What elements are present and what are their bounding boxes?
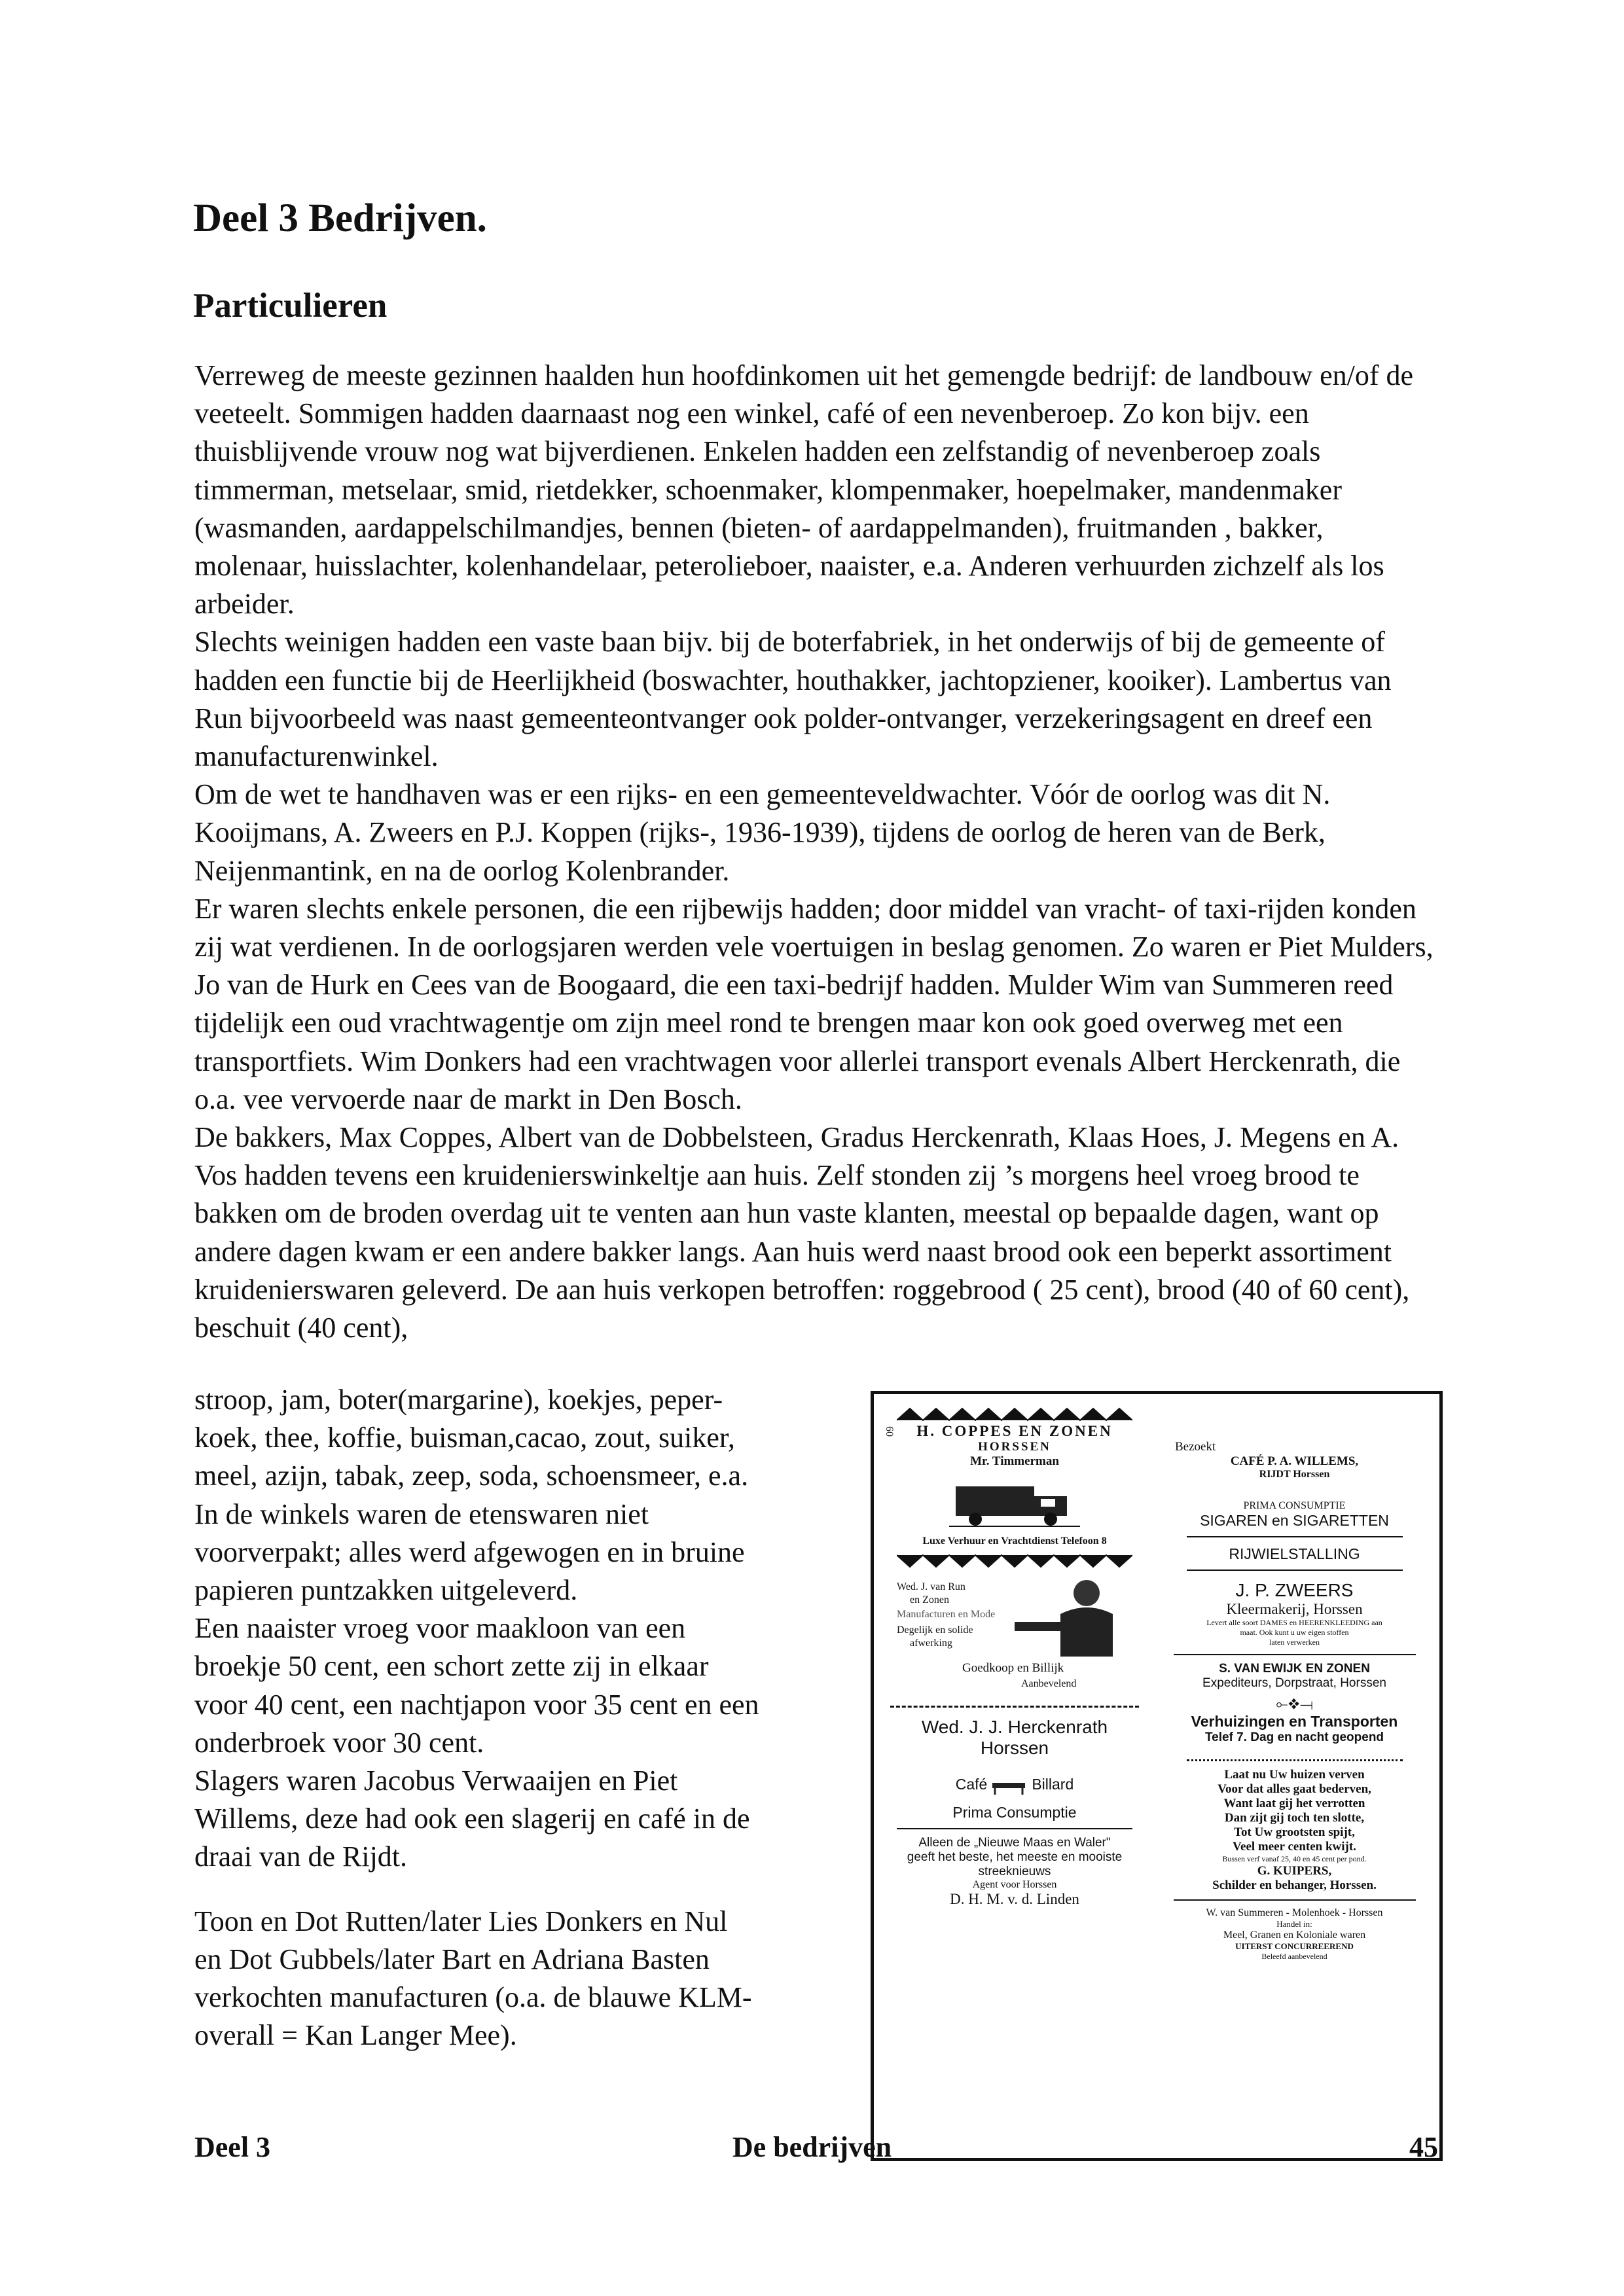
- ad-vanrun-recommend: Aanbevelend: [1021, 1678, 1077, 1689]
- ad-vanewijk-phone: Telef 7. Dag en nacht geopend: [1204, 1731, 1384, 1744]
- zigzag-border: [897, 1552, 1132, 1570]
- ad-vanrun-slogan: Goedkoop en Billijk: [962, 1661, 1064, 1675]
- page-number: 45: [1409, 2131, 1438, 2163]
- ad-ornament-icon: ⟜❖⟞: [1276, 1696, 1313, 1712]
- text-line: Willems, deze had ook een slagerij en café in de: [194, 1803, 750, 1835]
- ad-zweers-trade: Kleermakerij, Horssen: [1226, 1601, 1363, 1617]
- ad-vanewijk-name: S. VAN EWIJK EN ZONEN: [1219, 1662, 1370, 1676]
- ad-vanewijk-address: Expediteurs, Dorpstraat, Horssen: [1202, 1676, 1386, 1690]
- text-line: overall = Kan Langer Mee).: [194, 2019, 517, 2052]
- ad-coppes-footer: Luxe Verhuur en Vrachtdienst Telefoon 8: [922, 1535, 1107, 1547]
- text-line: draai van de Rijdt.: [194, 1840, 408, 1873]
- text-line: onderbroek voor 30 cent.: [194, 1726, 484, 1759]
- ad-linden-line2: geeft het beste, het meeste en mooiste: [907, 1850, 1123, 1865]
- ad-herckenrath-place: Horssen: [980, 1738, 1049, 1758]
- ad-kuipers-rhyme: Veel meer centen kwijt.: [1233, 1840, 1356, 1854]
- paragraph: Er waren slechts enkele personen, die een rijbewijs hadden; door middel van vracht- of taxi-rijden konden zij wat verdienen. In de oorlogsjaren werden vele voertuigen in beslag genomen. Zo waren er Piet Mulders, Jo van de Hurk en Cees van de Boogaard, die een taxi-bedrijf hadden. Mulder Wim van Summeren reed tijdelijk een oud vrachtwagentje om zijn meel rond te brengen maar kon ook goed overweg met een transportfiets. Wim Donkers had een vrachtwagen voor allerlei transport evenals Albert Herckenrath, die o.a. vee vervoerde naar de markt in Den Bosch.: [194, 892, 1434, 1115]
- ad-linden-line1: Alleen de „Nieuwe Maas en Waler": [918, 1836, 1111, 1850]
- section-heading: Particulieren: [193, 287, 388, 325]
- paragraph: Verreweg de meeste gezinnen haalden hun hoofdinkomen uit het gemengde bedrijf: de landbouw en/of de veeteelt. Sommigen hadden daarnaast nog een winkel, café of een nevenberoep. Zo kon bijv. een thuisblijvende vrouw nog wat bijverdienen. Enkelen hadden een zelfstandig of nevenberoep zoals timmerman, metselaar, smid, rietdekker, schoenmaker, klompenmaker, hoepelmaker, mandenmaker (wasmanden, aardappelschilmandjes, bennen (bieten- of aardappelmanden), fruitmanden , bakker, molenaar, huisslachter, kolenhandelaar, peterolieboer, naaister, e.a. Anderen verhuurden zichzelf als los arbeider.: [194, 359, 1414, 620]
- ad-kuipers-prices: Bussen verf vanaf 25, 40 en 45 cent per pond.: [1222, 1854, 1367, 1863]
- paragraph: De bakkers, Max Coppes, Albert van de Dobbelsteen, Gradus Herckenrath, Klaas Hoes, J. Megens en A. Vos hadden tevens een kruidenierswinkeltje aan huis. Zelf stonden zij ’s morgens heel vroeg brood te bakken om de broden overdag uit te venten aan hun vaste klanten, meestal op bepaalde dagen, want op andere dagen kwam er een andere bakker langs. Aan huis werd naast brood ook een beperkt assortiment kruidenierswaren geleverd. De aan huis verkopen betroffen: roggebrood ( 25 cent), brood (40 of 60 cent), beschuit (40 cent),: [194, 1121, 1410, 1344]
- ad-summeren-competitive: UITERST CONCURREEREND: [1235, 1941, 1354, 1951]
- zigzag-border: [897, 1406, 1132, 1423]
- ad-kuipers-rhyme: Laat nu Uw huizen verven: [1224, 1768, 1365, 1782]
- ad-cafe-label: Café: [955, 1776, 988, 1793]
- text-line: voor 40 cent, een nachtjapon voor 35 cent en een: [194, 1688, 759, 1721]
- billiard-table-icon: [990, 1779, 1029, 1795]
- divider: [1187, 1536, 1403, 1537]
- ad-zweers-line1: Levert alle soort DAMES en HEERENKLEEDING aan: [1206, 1618, 1382, 1627]
- ad-vanrun-sons: en Zonen: [910, 1594, 949, 1605]
- ad-herckenrath-consumption: Prima Consumptie: [952, 1804, 1077, 1821]
- ad-kuipers-name: G. KUIPERS,: [1257, 1864, 1332, 1878]
- ad-zweers-line2: maat. Ook kunt u uw eigen stoffen: [1240, 1628, 1349, 1637]
- ad-summeren-name: W. van Summeren - Molenhoek - Horssen: [1206, 1907, 1383, 1918]
- ad-zweers-line3: laten verwerken: [1269, 1638, 1320, 1647]
- ad-summeren-goods: Meel, Granen en Koloniale waren: [1223, 1929, 1366, 1941]
- ad-summeren-trade-label: Handel in:: [1276, 1919, 1312, 1929]
- ad-coppes-trade: Mr. Timmerman: [970, 1454, 1059, 1468]
- ad-kuipers-trade: Schilder en behanger, Horssen.: [1212, 1878, 1377, 1892]
- text-line: Een naaister vroeg voor maakloon van een: [194, 1612, 686, 1645]
- ad-willems-bikes: RIJWIELSTALLING: [1229, 1545, 1360, 1562]
- ad-vanewijk-service: Verhuizingen en Transporten: [1191, 1713, 1398, 1730]
- ad-kuipers-rhyme: Voor dat alles gaat bederven,: [1218, 1782, 1371, 1796]
- tailor-figure-icon: [1015, 1575, 1126, 1660]
- ad-kuipers-rhyme: Tot Uw grootsten spijt,: [1234, 1825, 1355, 1839]
- footer-left: Deel 3: [194, 2131, 271, 2163]
- ad-willems-visit: Bezoekt: [1175, 1440, 1216, 1454]
- ad-page-number: 60: [884, 1426, 895, 1437]
- ad-coppes-name: H. COPPES EN ZONEN: [916, 1423, 1113, 1439]
- divider: [1174, 1899, 1416, 1901]
- ad-right-column: [1155, 1440, 1434, 1962]
- ad-herckenrath-services: [884, 1776, 1146, 1795]
- ad-linden-agent: Agent voor Horssen: [972, 1879, 1057, 1891]
- ad-summeren-recommend: Beleefd aanbevelend: [1261, 1952, 1327, 1961]
- text-line: Toon en Dot Rutten/later Lies Donkers en Nul: [194, 1905, 728, 1937]
- paragraph: Om de wet te handhaven was er een rijks- en een gemeenteveldwachter. Vóór de oorlog was dit N. Kooijmans, A. Zweers en P.J. Koppen (rijks-, 1936-1939), tijdens de oorlog de heren van de Berk, Neijenmantink, en na de oorlog Kolenbrander.: [194, 778, 1331, 887]
- text-line: verkochten manufacturen (o.a. de blauwe KLM-: [194, 1981, 752, 2014]
- divider: [1174, 1654, 1416, 1655]
- ad-billard-label: Billard: [1032, 1776, 1074, 1793]
- text-line: en Dot Gubbels/later Bart en Adriana Basten: [194, 1943, 710, 1975]
- ad-willems-consumption: PRIMA CONSUMPTIE: [1243, 1500, 1346, 1511]
- text-line: koek, thee, koffie, buisman,cacao, zout, suiker,: [194, 1422, 735, 1454]
- ad-linden-line3: streeknieuws: [978, 1865, 1051, 1879]
- text-line: papieren puntzakken uitgeleverd.: [194, 1574, 578, 1607]
- ad-vanrun-finish: afwerking: [910, 1638, 952, 1649]
- ad-willems-place: RIJDT Horssen: [1259, 1469, 1330, 1480]
- divider: [890, 1706, 1139, 1708]
- advertisement-image: [871, 1391, 1443, 2161]
- divider: [1187, 1570, 1403, 1571]
- ad-vanrun-name: Wed. J. van Run: [897, 1581, 965, 1592]
- body-text: [194, 357, 1438, 1347]
- text-line: broekje 50 cent, een schort zette zij in elkaar: [194, 1650, 709, 1683]
- divider: [1187, 1759, 1403, 1761]
- ad-left-column: [884, 1406, 1146, 1908]
- ad-linden-name: D. H. M. v. d. Linden: [950, 1891, 1079, 1908]
- footer-center: De bedrijven: [732, 2131, 892, 2163]
- ad-herckenrath-name: Wed. J. J. Herckenrath: [921, 1717, 1108, 1737]
- left-column-text: [194, 1381, 849, 2054]
- ad-coppes-place: HORSSEN: [978, 1440, 1051, 1454]
- paragraph: Slechts weinigen hadden een vaste baan bijv. bij de boterfabriek, in het onderwijs of bij de gemeente of hadden een functie bij de Heerlijkheid (boswachter, houthakker, jachtopziener, kooiker). Lambertus van Run bijvoorbeeld was naast gemeenteontvanger ook polder-ontvanger, verzekeringsagent en dreef een manufacturenwinkel.: [194, 626, 1392, 773]
- text-line: meel, azijn, tabak, zeep, soda, schoensmeer, e.a.: [194, 1460, 749, 1492]
- ad-willems-name: CAFÉ P. A. WILLEMS,: [1230, 1454, 1359, 1468]
- text-line: stroop, jam, boter(margarine), koekjes, peper-: [194, 1384, 723, 1416]
- text-line: Slagers waren Jacobus Verwaaijen en Piet: [194, 1765, 678, 1797]
- ad-kuipers-rhyme: Dan zijt gij toch ten slotte,: [1224, 1811, 1365, 1825]
- text-line: voorverpakt; alles werd afgewogen en in bruine: [194, 1535, 745, 1568]
- text-line: In de winkels waren de etenswaren niet: [194, 1498, 649, 1530]
- ad-zweers-name: J. P. ZWEERS: [1235, 1580, 1354, 1600]
- truck-icon: [949, 1477, 1080, 1529]
- divider: [897, 1828, 1132, 1829]
- ad-vanrun-trade: Manufacturen en Mode: [897, 1609, 996, 1620]
- ad-kuipers-rhyme: Want laat gij het verrotten: [1223, 1797, 1365, 1810]
- ad-vanrun-quality: Degelijk en solide: [897, 1624, 973, 1636]
- ad-willems-cigars: SIGAREN en SIGARETTEN: [1200, 1512, 1389, 1529]
- page-heading: Deel 3 Bedrijven.: [193, 196, 487, 240]
